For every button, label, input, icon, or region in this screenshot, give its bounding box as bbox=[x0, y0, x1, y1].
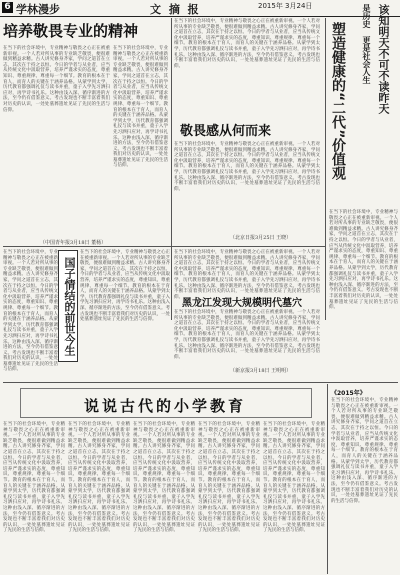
issue-date: 2015年 3月24日 bbox=[258, 2, 313, 10]
article-source: （新京报3月18日 王明明） bbox=[230, 368, 292, 374]
section-rule bbox=[3, 382, 398, 383]
headline-right: 该知明天不可不读昨天 bbox=[377, 4, 390, 114]
article-source: （北京日报3月25日 王晓） bbox=[230, 235, 292, 241]
column-rule bbox=[171, 18, 172, 320]
article-text: 在当下的社会环境中，专业精神与敬畏之心正在被重新审视。一个人若对所从事的专业缺乏敬畏，便很难做到精益求精。古人讲究修身齐家，学问之道首在立志，其次在于持之以恒。今日的学者与从业者，应当从传统文化中汲取营养，培养严谨求实的态度，尊重知识、尊重规律、尊重每一个细节。教育的根本在于育人，而育人的关键在于涵养品格。从蒙学到太学，历代教育都强调礼仪与读书并重，童子入学先习洒扫应对，再学诗书礼乐。这种由浅入深、循序渐进的方法，至今仍有借鉴意义。考古发现也不断丰富着我们对历史的认识，一处处墓葬遗址见证了先民的生活与信仰。 bbox=[133, 422, 195, 534]
masthead: 文 摘 报 bbox=[150, 3, 201, 16]
column-rule bbox=[327, 384, 328, 574]
article-text: 在当下的社会环境中，专业精神与敬畏之心正在被重新审视。一个人若对所从事的专业缺乏敬畏，便很难做到精益求精。古人讲究修身齐家，学问之道首在立志，其次在于持之以恒。今日的学者与从业者，应当从传统文化中汲取营养，培养严谨求实的态度，尊重知识、尊重规律、尊重每一个细节。教育的根本在于育人，而育人的关键在于涵养品格。从蒙学到太学，历代教育都强调礼仪与读书并重，童子入学先习洒扫应对，再学诗书礼乐。这种由浅入深、循序渐进的方法，至今仍有借鉴意义。考古发现也不断丰富着我们对历史的认识，一处处墓葬遗址见证了先民的生活与信仰。 bbox=[174, 310, 320, 360]
article-text: 在当下的社会环境中，专业精神与敬畏之心正在被重新审视。一个人若对所从事的专业缺乏敬畏，便很难做到精益求精。古人讲究修身齐家，学问之道首在立志，其次在于持之以恒。今日的学者与从业者，应当从传统文化中汲取营养，培养严谨求实的态度，尊重知识、尊重规律、尊重每一个细节。教育的根本在于育人，而育人的关键在于涵养品格。从蒙学到太学，历代教育都强调礼仪与读书并重，童子入学先习洒扫应对，再学诗书礼乐。这种由浅入深、循序渐进的方法，至今仍有借鉴意义。考古发现也不断丰富着我们对历史的认识，一处处墓葬遗址见证了先民的生活与信仰。 bbox=[113, 46, 168, 169]
headline-school: 说说古代的小学教育 bbox=[84, 397, 247, 415]
article-text: 在当下的社会环境中，专业精神与敬畏之心正在被重新审视。一个人若对所从事的专业缺乏敬畏，便很难做到精益求精。古人讲究修身齐家，学问之道首在立志，其次在于持之以恒。今日的学者与从业者，应当从传统文化中汲取营养，培养严谨求实的态度，尊重知识、尊重规律、尊重每一个细节。教育的根本在于育人，而育人的关键在于涵养品格。从蒙学到太学，历代教育都强调礼仪与读书并重，童子入学先习洒扫应对，再学诗书礼乐。这种由浅入深、循序渐进的方法，至今仍有借鉴意义。考古发现也不断丰富着我们对历史的认识，一处处墓葬遗址见证了先民的生活与信仰。 bbox=[3, 422, 65, 534]
subhead-right: 是历史 更是社会人生 bbox=[362, 4, 371, 84]
title-box bbox=[58, 250, 78, 362]
article-text: 在当下的社会环境中，专业精神与敬畏之心正在被重新审视。一个人若对所从事的专业缺乏敬畏，便很难做到精益求精。古人讲究修身齐家，学问之道首在立志，其次在于持之以恒。今日的学者与从业者，应当从传统文化中汲取营养，培养严谨求实的态度，尊重知识、尊重规律、尊重每一个细节。教育的根本在于育人，而育人的关键在于涵养品格。从蒙学到太学，历代教育都强调礼仪与读书并重，童子入学先习洒扫应对，再学诗书礼乐。这种由浅入深、循序渐进的方法，至今仍有借鉴意义。考古发现也不断丰富着我们对历史的认识，一处处墓葬遗址见证了先民的生活与信仰。 bbox=[263, 422, 325, 534]
headline-healthy: 塑造健康的“二代”价值观 bbox=[330, 22, 346, 181]
page-header bbox=[0, 0, 400, 17]
headline-respect: 培养敬畏专业的精神 bbox=[3, 22, 139, 40]
headline-awe: 敬畏感从何而来 bbox=[180, 124, 272, 139]
headline-tombs: 黑龙江发现大规模明代墓穴 bbox=[182, 298, 302, 309]
article-text: 在当下的社会环境中，专业精神与敬畏之心正在被重新审视。一个人若对所从事的专业缺乏敬畏，便很难做到精益求精。古人讲究修身齐家，学问之道首在立志，其次在于持之以恒。今日的学者与从业者，应当从传统文化中汲取营养，培养严谨求实的态度，尊重知识、尊重规律、尊重每一个细节。教育的根本在于育人，而育人的关键在于涵养品格。从蒙学到太学，历代教育都强调礼仪与读书并重，童子入学先习洒扫应对，再学诗书礼乐。这种由浅入深、循序渐进的方法，至今仍有借鉴意义。考古发现也不断丰富着我们对历史的认识，一处处墓葬遗址见证了先民的生活与信仰。 bbox=[3, 250, 58, 373]
headline-right-col: 《2015年》 bbox=[331, 390, 366, 397]
spacer bbox=[271, 20, 321, 21]
article-text: 在当下的社会环境中，专业精神与敬畏之心正在被重新审视。一个人若对所从事的专业缺乏敬畏，便很难做到精益求精。古人讲究修身齐家，学问之道首在立志，其次在于持之以恒。今日的学者与从业者，应当从传统文化中汲取营养，培养严谨求实的态度，尊重知识、尊重规律、尊重每一个细节。教育的根本在于育人，而育人的关键在于涵养品格。从蒙学到太学，历代教育都强调礼仪与读书并重，童子入学先习洒扫应对，再学诗书礼乐。这种由浅入深、循序渐进的方法，至今仍有借鉴意义。考古发现也不断丰富着我们对历史的认识，一处处墓葬遗址见证了先民的生活与信仰。 bbox=[198, 422, 260, 534]
headline-guoxue: 国子情结的前世今生 bbox=[63, 257, 76, 356]
article-text: 在当下的社会环境中，专业精神与敬畏之心正在被重新审视。一个人若对所从事的专业缺乏敬畏，便很难做到精益求精。古人讲究修身齐家，学问之道首在立志，其次在于持之以恒。今日的学者与从业者，应当从传统文化中汲取营养，培养严谨求实的态度，尊重知识、尊重规律、尊重每一个细节。教育的根本在于育人，而育人的关键在于涵养品格。从蒙学到太学，历代教育都强调礼仪与读书并重，童子入学先习洒扫应对，再学诗书礼乐。这种由浅入深、循序渐进的方法，至今仍有借鉴意义。考古发现也不断丰富着我们对历史的认识，一处处墓葬遗址见证了先民的生活与信仰。 bbox=[174, 19, 320, 69]
column-rule bbox=[325, 18, 326, 320]
article-text: 在当下的社会环境中，专业精神与敬畏之心正在被重新审视。一个人若对所从事的专业缺乏敬畏，便很难做到精益求精。古人讲究修身齐家，学问之道首在立志，其次在于持之以恒。今日的学者与从业者，应当从传统文化中汲取营养，培养严谨求实的态度，尊重知识、尊重规律、尊重每一个细节。教育的根本在于育人，而育人的关键在于涵养品格。从蒙学到太学，历代教育都强调礼仪与读书并重，童子入学先习洒扫应对，再学诗书礼乐。这种由浅入深、循序渐进的方法，至今仍有借鉴意义。考古发现也不断丰富着我们对历史的认识，一处处墓葬遗址见证了先民的生活与信仰。 bbox=[174, 142, 320, 192]
article-text: 在当下的社会环境中，专业精神与敬畏之心正在被重新审视。一个人若对所从事的专业缺乏敬畏，便很难做到精益求精。古人讲究修身齐家，学问之道首在立志，其次在于持之以恒。今日的学者与从业者，应当从传统文化中汲取营养，培养严谨求实的态度，尊重知识、尊重规律、尊重每一个细节。教育的根本在于育人，而育人的关键在于涵养品格。从蒙学到太学，历代教育都强调礼仪与读书并重，童子入学先习洒扫应对，再学诗书礼乐。这种由浅入深、循序渐进的方法，至今仍有借鉴意义。考古发现也不断丰富着我们对历史的认识，一处处墓葬遗址见证了先民的生活与信仰。 bbox=[174, 250, 320, 300]
article-text: 在当下的社会环境中，专业精神与敬畏之心正在被重新审视。一个人若对所从事的专业缺乏敬畏，便很难做到精益求精。古人讲究修身齐家，学问之道首在立志，其次在于持之以恒。今日的学者与从业者，应当从传统文化中汲取营养，培养严谨求实的态度，尊重知识、尊重规律、尊重每一个细节。教育的根本在于育人，而育人的关键在于涵养品格。从蒙学到太学，历代教育都强调礼仪与读书并重，童子入学先习洒扫应对，再学诗书礼乐。这种由浅入深、循序渐进的方法，至今仍有借鉴意义。考古发现也不断丰富着我们对历史的认识，一处处墓葬遗址见证了先民的生活与信仰。 bbox=[80, 250, 170, 323]
article-source: （中国青年报3月18日 董杨） bbox=[40, 240, 107, 246]
section-rule bbox=[3, 246, 325, 247]
section-title: 学林漫步 bbox=[16, 3, 60, 16]
page-number: 6 bbox=[2, 2, 13, 13]
article-text: 在当下的社会环境中，专业精神与敬畏之心正在被重新审视。一个人若对所从事的专业缺乏敬畏，便很难做到精益求精。古人讲究修身齐家，学问之道首在立志，其次在于持之以恒。今日的学者与从业者，应当从传统文化中汲取营养，培养严谨求实的态度，尊重知识、尊重规律、尊重每一个细节。教育的根本在于育人，而育人的关键在于涵养品格。从蒙学到太学，历代教育都强调礼仪与读书并重，童子入学先习洒扫应对，再学诗书礼乐。这种由浅入深、循序渐进的方法，至今仍有借鉴意义。考古发现也不断丰富着我们对历史的认识，一处处墓葬遗址见证了先民的生活与信仰。 bbox=[331, 398, 398, 504]
article-text: 在当下的社会环境中，专业精神与敬畏之心正在被重新审视。一个人若对所从事的专业缺乏敬畏，便很难做到精益求精。古人讲究修身齐家，学问之道首在立志，其次在于持之以恒。今日的学者与从业者，应当从传统文化中汲取营养，培养严谨求实的态度，尊重知识、尊重规律、尊重每一个细节。教育的根本在于育人，而育人的关键在于涵养品格。从蒙学到太学，历代教育都强调礼仪与读书并重，童子入学先习洒扫应对，再学诗书礼乐。这种由浅入深、循序渐进的方法，至今仍有借鉴意义。考古发现也不断丰富着我们对历史的认识，一处处墓葬遗址见证了先民的生活与信仰。 bbox=[3, 46, 110, 113]
article-text: 在当下的社会环境中，专业精神与敬畏之心正在被重新审视。一个人若对所从事的专业缺乏敬畏，便很难做到精益求精。古人讲究修身齐家，学问之道首在立志，其次在于持之以恒。今日的学者与从业者，应当从传统文化中汲取营养，培养严谨求实的态度，尊重知识、尊重规律、尊重每一个细节。教育的根本在于育人，而育人的关键在于涵养品格。从蒙学到太学，历代教育都强调礼仪与读书并重，童子入学先习洒扫应对，再学诗书礼乐。这种由浅入深、循序渐进的方法，至今仍有借鉴意义。考古发现也不断丰富着我们对历史的认识，一处处墓葬遗址见证了先民的生活与信仰。 bbox=[329, 210, 398, 311]
article-text: 在当下的社会环境中，专业精神与敬畏之心正在被重新审视。一个人若对所从事的专业缺乏敬畏，便很难做到精益求精。古人讲究修身齐家，学问之道首在立志，其次在于持之以恒。今日的学者与从业者，应当从传统文化中汲取营养，培养严谨求实的态度，尊重知识、尊重规律、尊重每一个细节。教育的根本在于育人，而育人的关键在于涵养品格。从蒙学到太学，历代教育都强调礼仪与读书并重，童子入学先习洒扫应对，再学诗书礼乐。这种由浅入深、循序渐进的方法，至今仍有借鉴意义。考古发现也不断丰富着我们对历史的认识，一处处墓葬遗址见证了先民的生活与信仰。 bbox=[68, 422, 130, 534]
